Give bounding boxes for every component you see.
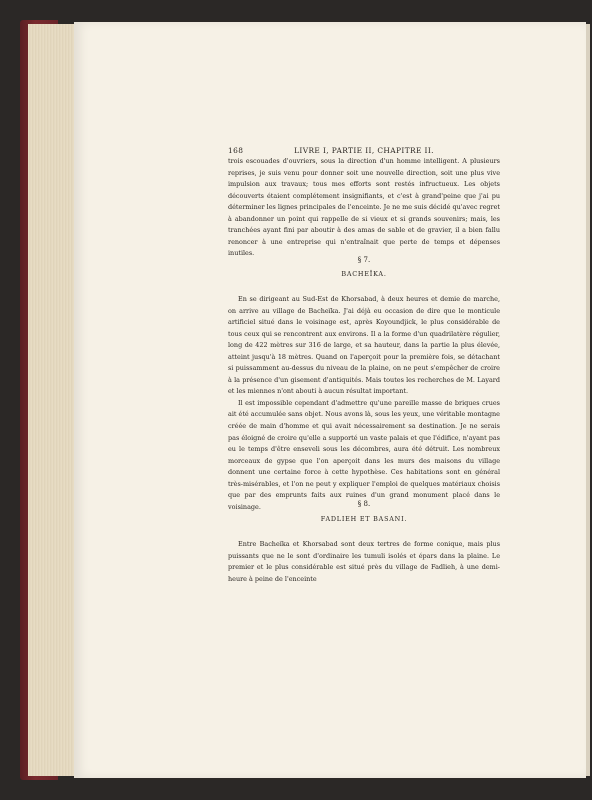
- paragraph-4-block: [228, 539, 500, 585]
- page-right-edge: [586, 24, 590, 776]
- paragraph-1-block: [228, 156, 500, 260]
- section-7-number: § 7.: [357, 256, 371, 264]
- paragraph-3: Il est impossible cependant d'admettre qu'une pareille masse de briques crues ait été accumulée sans objet. Nous avons là, sous les yeux, une véritable montagne créée de main d'homme et qui avait nécessairement sa destination. Je ne serais pas éloigné de croire qu'elle a supporté un vaste palais et que l'édifice, n'ayant pas eu le temps d'être enseveli sous les décombres, aura été détruit. Les nombreux morceaux de gypse que l'on aperçoit dans les murs des maisons du village donnent une certaine force à cette hypothèse. Ces habitations sont en général très-misérables, et l'on ne peut y expliquer l'emploi de quelques matériaux choisis que par des emprunts faits aux ruines d'un grand monument placé dans le voisinage.: [228, 398, 500, 511]
- running-head: LIVRE I, PARTIE II, CHAPITRE II.: [294, 146, 434, 155]
- paragraph-4: Entre Bacheïka et Khorsabad sont deux tertres de forme conique, mais plus puissants que ne le sont d'ordinaire les tumuli isolés et épars dans la plaine. Le premier et le plus considérable est situé près du village de Fadlieh, à une demi-heure à peine de l'enceinte: [228, 540, 500, 583]
- section-8-title: FADLIEH ET BASANI.: [320, 515, 408, 523]
- paragraph-2-block: [228, 294, 500, 513]
- paragraph-2: En se dirigeant au Sud-Est de Khorsabad, à deux heures et demie de marche, on arrive au village de Bacheïka. J'ai déjà eu occasion de dire que le monticule artificiel situé dans le voisinage est, après Koyoundjick, le plus considérable de tous ceux qui se rencontrent aux environs. Il a la forme d'un quadrilatère régulier, long de 422 mètres sur 316 de large, et sa hauteur, dans la partie la plus élevée, atteint jusqu'à 18 mètres. Quand on l'aperçoit pour la première fois, se détachant si puissamment au-dessus du niveau de la plaine, on ne peut s'empêcher de croire à la présence d'un gisement d'antiquités. Mais toutes les recherches de M. Layard et les miennes n'ont abouti à aucun résultat important.: [228, 295, 500, 396]
- page-number: 168: [228, 146, 244, 155]
- page-edges: [28, 24, 78, 776]
- paragraph-1: trois escouades d'ouvriers, sous la direction d'un homme intelligent. A plusieurs reprises, je suis venu pour donner soit une nouvelle direction, soit une plus vive impulsion aux travaux; tous mes efforts sont restés infructueux. Les objets découverts étaient complétement insignifiants, et c'est à grand'peine que j'ai pu déterminer les lignes principales de l'enceinte. Je ne me suis décidé qu'avec regret à abandonner un point qui rappelle de si vieux et si grands souvenirs; mais, les tranchées ayant fini par aboutir à des amas de sable et de gravier, il a bien fallu renoncer à une entreprise qui n'entraînait que perte de temps et dépenses inutiles.: [228, 157, 500, 258]
- section-8-number: § 8.: [357, 500, 371, 508]
- section-7-title: BACHEÏKA.: [341, 270, 387, 278]
